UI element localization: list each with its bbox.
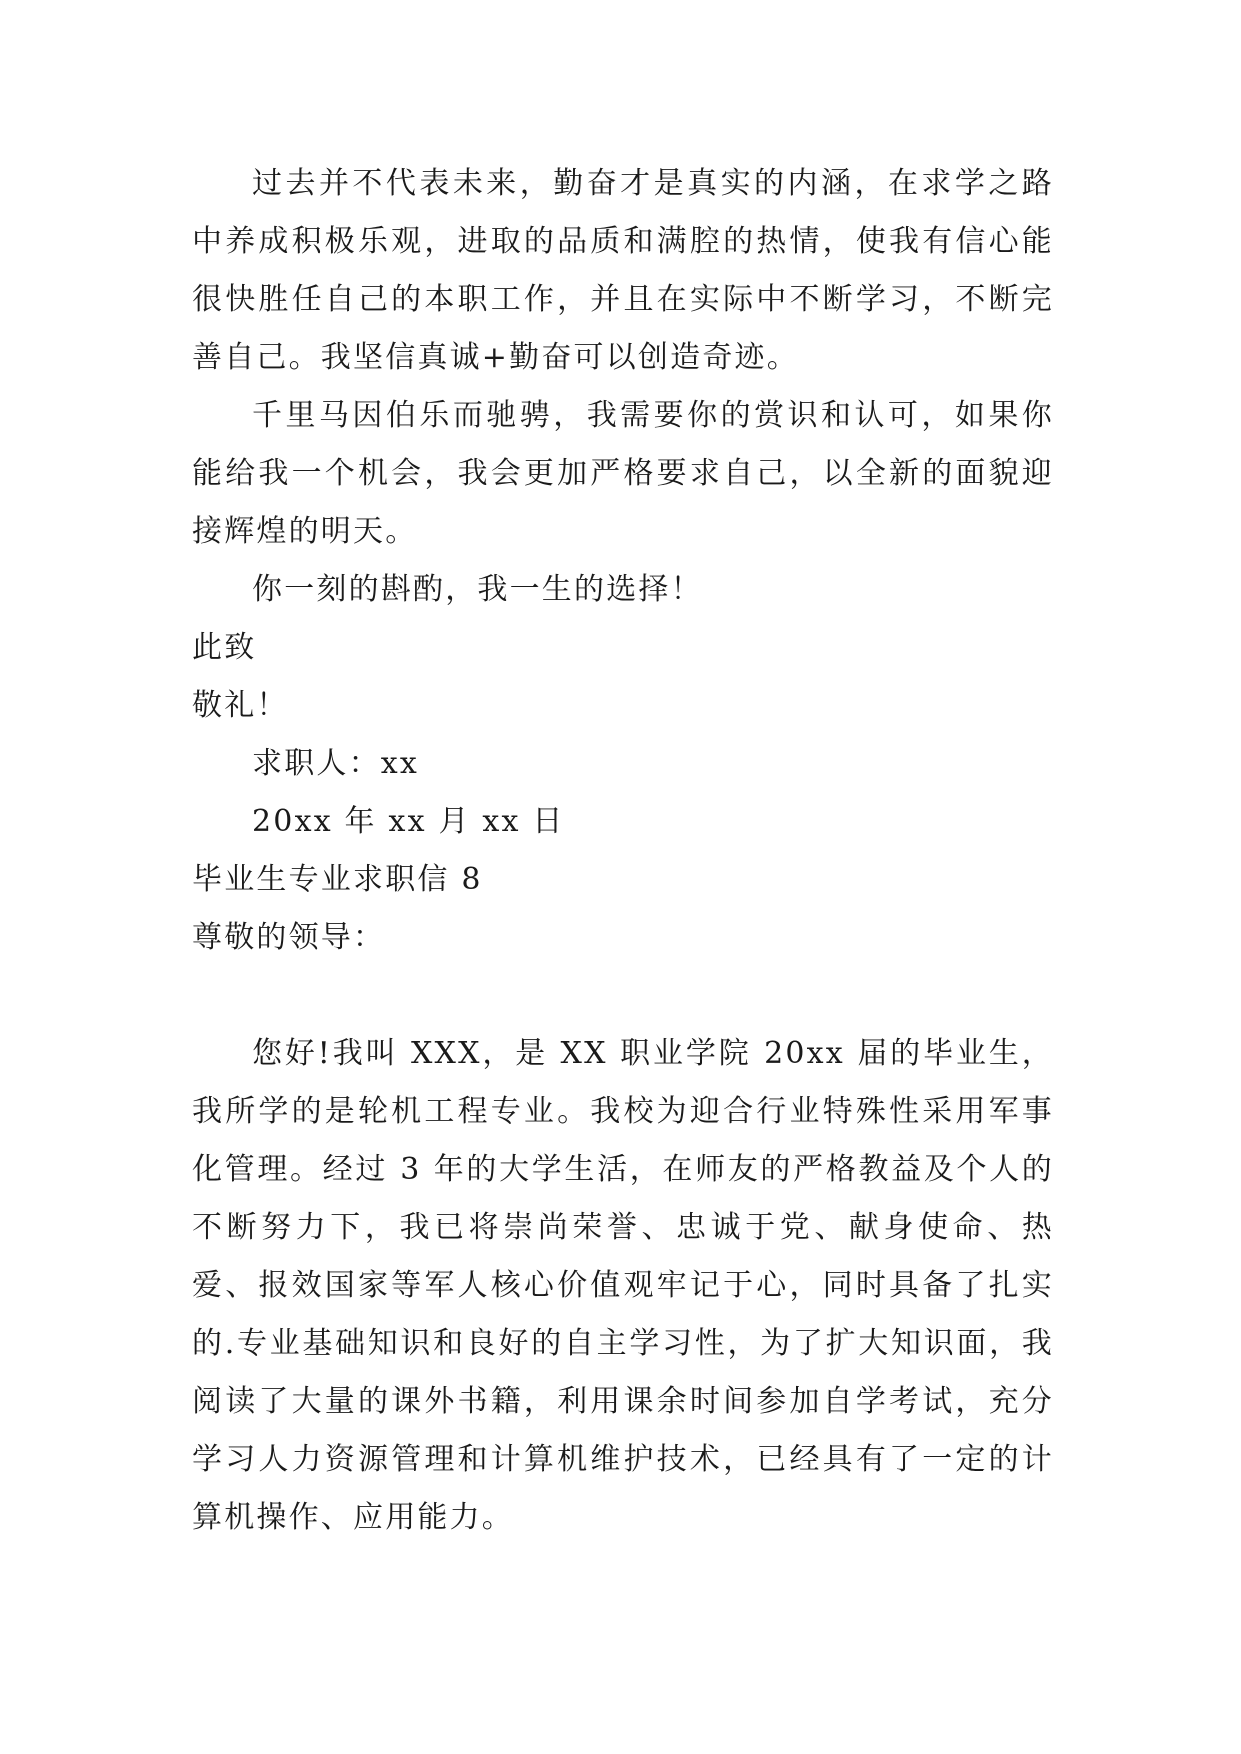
paragraph-opportunity: 千里马因伯乐而驰骋，我需要你的赏识和认可，如果你能给我一个机会，我会更加严格要求自己，以全新的面貌迎接辉煌的明天。	[192, 398, 1054, 549]
paragraph-introduction: 您好!我叫 XXX，是 XX 职业学院 20xx 届的毕业生，我所学的是轮机工程专业。我校为迎合行业特殊性采用军事化管理。经过 3 年的大学生活，在师友的严格教益及个人的不断努力下，我已将崇尚荣誉、忠诚于党、献身使命、热爱、报效国家等军人核心价值观牢记于心，同时具备了扎实的.专业基础知识和良好的自主学习性，为了扩大知识面，我阅读了大量的课外书籍，利用课余时间参加自学考试，充分学习人力资源管理和计算机维护技术，已经具有了一定的计算机操作、应用能力。	[192, 1036, 1054, 1535]
document-body	[192, 155, 1054, 1547]
applicant-signature: 求职人：xx	[252, 746, 420, 781]
letter-date: 20xx 年 xx 月 xx 日	[252, 804, 565, 839]
paragraph-choice: 你一刻的斟酌，我一生的选择！	[252, 572, 703, 607]
closing-text: 此致	[192, 630, 257, 665]
blank-line	[192, 967, 1054, 1025]
paragraph-diligence: 过去并不代表未来，勤奋才是真实的内涵，在求学之路中养成积极乐观，进取的品质和满腔的热情，使我有信心能很快胜任自己的本职工作，并且在实际中不断学习，不断完善自己。我坚信真诚+勤奋可以创造奇迹。	[192, 166, 1054, 375]
salute-text: 敬礼！	[192, 688, 289, 723]
letter-greeting: 尊敬的领导：	[192, 920, 386, 955]
section-title: 毕业生专业求职信 8	[192, 862, 483, 897]
